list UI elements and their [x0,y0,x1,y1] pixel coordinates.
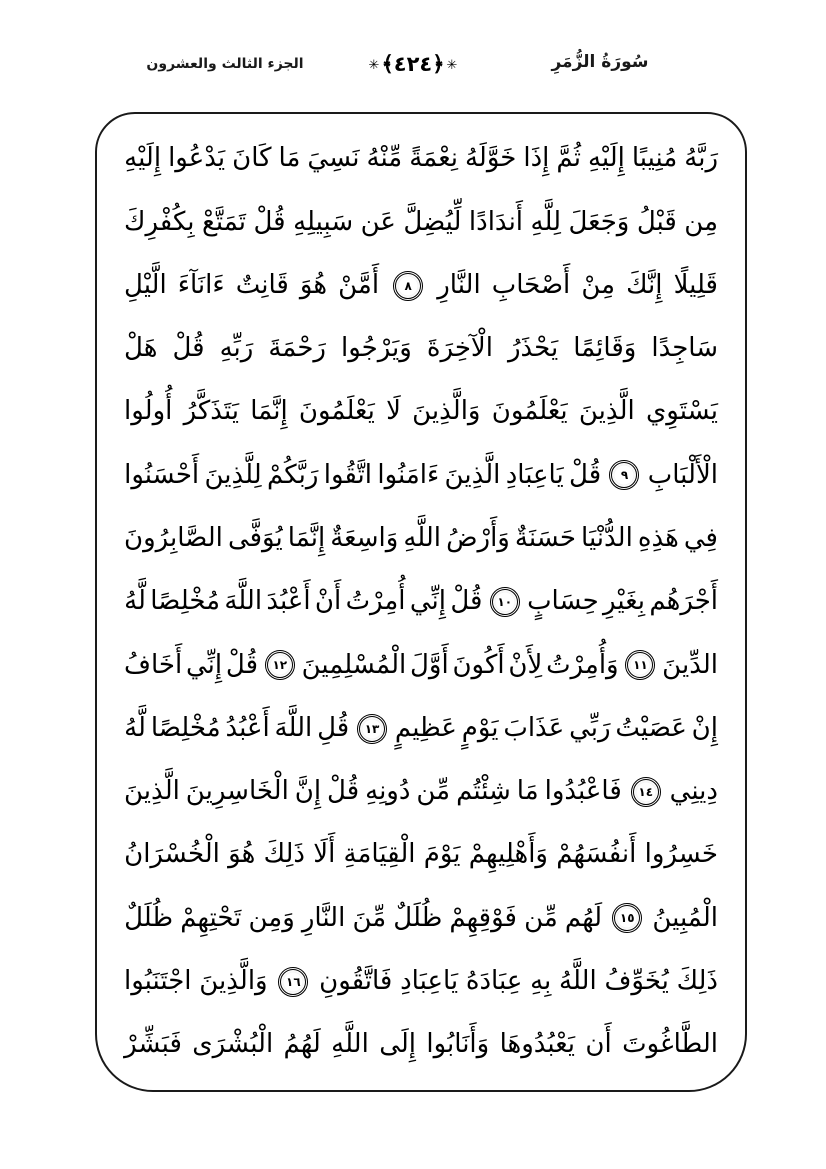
quran-word: يَوْمَ [423,839,461,870]
quran-word: الَّذِينَ [124,776,180,807]
quran-word: حَسَنَةٌ [514,523,576,554]
quran-word: أَخَافُ [124,649,183,680]
quran-word: الْبُشْرَى [192,1029,274,1060]
quran-word: بِغَيْرِ [603,586,646,617]
quran-word: نِعْمَةً [409,143,458,174]
quran-word: الْآخِرَةَ [426,333,493,364]
quran-word: عَصَيْتُ [615,712,687,743]
quran-word: فَاتَّقُونِ [319,966,393,996]
ayah-end-marker: ٩ [609,460,639,490]
quran-word: وَاسِعَةٌ [330,523,399,554]
quran-word: الدُّنْيَا [581,523,633,554]
quran-word: عِبَادَهُ [465,966,523,996]
quran-word: اجْتَنَبُوا [124,966,192,996]
quran-word: لِلَّهِ [530,206,561,237]
quran-line [124,1014,718,1076]
ayah-end-marker: ١٢ [265,650,295,680]
quran-word: إِنَّكَ [626,269,663,300]
quran-word: أَجْرَهُم [649,586,718,617]
quran-word: قُلْ [450,586,483,617]
quran-word: مَا [516,776,539,807]
quran-word: أَوَّلَ [410,649,449,680]
juz-name-calligraphy: الجزء الثالث والعشرون [146,56,304,72]
quran-word: لَهُمُ [283,1029,321,1060]
quran-word: اللَّهِ [403,523,442,554]
quran-line [124,698,718,760]
quran-word: يَعْلَمُونَ [491,396,568,427]
quran-word: بِكُفْرِكَ [124,206,195,237]
quran-word: الَّيْلِ [124,269,167,300]
quran-line [124,191,718,253]
quran-text-block [124,128,718,1076]
quran-word: تَمَتَّعْ [202,206,246,237]
quran-word: الَّذِينَ [444,459,501,490]
quran-word: مِن [684,206,718,237]
quran-word: الْمُسْلِمِينَ [301,649,407,680]
quran-word: ثُمَّ [556,143,581,174]
quran-word: وَأَرْضُ [446,523,510,554]
quran-word: فَبَشِّرْ [124,1029,182,1060]
quran-word: يُخَوِّفُ [604,966,669,996]
quran-word: أَن [585,1029,612,1060]
quran-word: وَقَائِمًا [573,333,637,364]
quran-word: إِلَى [379,1029,417,1060]
quran-word: يَحْذَرُ [507,333,559,364]
quran-word: قُلِ [317,712,350,743]
quran-line [124,381,718,443]
quran-line [124,444,718,506]
quran-word: عَن [360,206,396,237]
quran-word: يَوْمٍ [461,712,499,743]
quran-word: رَبَّكُمْ [266,459,319,490]
quran-word: ذَلِكَ [676,966,718,996]
quran-word: اتَّقُوا [323,459,373,490]
quran-word: أُمِرْتُ [345,586,406,617]
quran-word: اللَّهُ [559,966,597,996]
quran-word: الَّذِينَ [578,396,635,427]
quran-word: قُلْ [569,459,602,490]
quran-line [124,128,718,190]
ornament-star-icon: ✳ [368,57,380,73]
quran-word: الْأَلْبَابِ [647,459,718,490]
quran-word: أَصْحَابِ [491,269,571,300]
quran-word: دِينِي [669,776,718,807]
surah-name-calligraphy: سُورَةُ الزُّمَرِ [551,52,649,72]
quran-word: دُونِهِ [365,776,411,807]
ayah-end-marker: ٨ [393,271,423,301]
quran-word: اللَّهَ [224,586,263,617]
ayah-end-marker: ١٠ [490,587,520,617]
quran-word: قُلْ [172,333,205,364]
quran-word: مُنِيبًا [631,143,678,174]
quran-word: إِنَّمَا [287,523,326,554]
quran-word: اللَّهِ [331,1029,369,1060]
quran-word: أَحْسَنُوا [124,459,200,490]
quran-text-frame [95,112,747,1092]
quran-word: إِذَا [523,143,550,174]
quran-word: وَالَّذِينَ [199,966,268,996]
quran-word: إِنَّ [294,776,322,807]
quran-word: يَاعِبَادِ [400,966,459,996]
quran-word: سَاجِدًا [651,333,718,364]
quran-word: قُلْ [225,649,258,680]
quran-word: مُخْلِصًا [150,586,221,617]
quran-line [124,824,718,886]
quran-word: الْقِيَامَةِ [343,839,416,870]
quran-word: أُولُوا [124,396,173,427]
quran-word: خَسِرُوا [644,839,718,870]
ayah-end-marker: ١٦ [278,967,308,997]
quran-line [124,761,718,823]
quran-word: أَنْ [314,586,342,617]
ayah-end-marker: ١٣ [357,714,387,744]
quran-word: وَجَعَلَ [568,206,630,237]
quran-word: بِهِ [530,966,552,996]
quran-word: لِّيُضِلَّ [403,206,462,237]
quran-word: يَاعِبَادِ [505,459,564,490]
quran-word: لِلَّذِينَ [204,459,262,490]
page-header [0,0,826,110]
quran-word: ذَلِكَ [263,839,305,870]
quran-word: لَهُم [564,902,603,933]
quran-line [124,255,718,317]
quran-word: أَنفُسَهُمْ [556,839,637,870]
quran-line [124,951,718,1013]
quran-word: إِنِّي [409,586,446,617]
quran-word: فَوْقِهِمْ [449,902,517,933]
quran-word: النَّارِ [437,269,481,300]
quran-word: فَاعْبُدُوا [544,776,622,807]
quran-word: لَّهُ [124,712,146,743]
quran-word: رَبِّي [569,712,611,743]
quran-word: يَسْتَوِي [645,396,718,427]
quran-line [124,887,718,949]
quran-word: وَالَّذِينَ [412,396,481,427]
quran-word: أَكُونَ [452,649,505,680]
quran-word: لَّهُ [124,586,146,617]
quran-word: إِلَيْهِ [587,143,625,174]
quran-word: يَعْبُدُوهَا [499,1029,576,1060]
ayah-end-marker: ١٤ [631,777,661,807]
quran-word: الطَّاغُوتَ [622,1029,718,1060]
quran-word: مِّنْهُ [366,143,403,174]
quran-word: حِسَابٍ [527,586,599,617]
quran-word: كَانَ [232,143,272,174]
quran-word: اللَّهَ [274,712,313,743]
quran-word: رَبِّهِ [219,333,254,364]
quran-word: أَمَّنْ [338,269,380,300]
quran-word: هَلْ [124,333,158,364]
quran-word: أَعْبُدُ [225,712,270,743]
quran-word: هُوَ [228,839,256,870]
quran-word: إِنِّي [185,649,223,680]
quran-word: وَأَهْلِيهِمْ [468,839,548,870]
page-number: ﴿٤٢٤﴾ [381,52,445,76]
quran-line [124,634,718,696]
quran-word: يَعْلَمُونَ [298,396,375,427]
quran-word: وَأُمِرْتُ [546,649,619,680]
quran-word: نَسِيَ [307,143,360,174]
quran-word: عَظِيمٍ [394,712,457,743]
ayah-end-marker: ١١ [625,650,655,680]
quran-word: لَا [386,396,401,427]
quran-word: قَانِتٌ [235,269,289,300]
quran-word: عَذَابَ [503,712,565,743]
quran-word: النَّارِ [301,902,346,933]
quran-word: تَحْتِهِمْ [180,902,242,933]
quran-line [124,318,718,380]
quran-word: الْمُبِينُ [652,902,718,933]
quran-word: يَتَذَكَّرُ [183,396,240,427]
quran-word: هَذِهِ [637,523,679,554]
quran-word: وَأَنَابُوا [426,1029,490,1060]
quran-word: ءَانَآءَ [177,269,225,300]
quran-word: ءَامَنُوا [377,459,440,490]
quran-word: أَلَا [313,839,336,870]
ornament-star-icon: ✳ [446,57,458,73]
quran-word: يَدْعُوا [168,143,226,174]
quran-word: الْخُسْرَانُ [124,839,220,870]
page-number-ornament [369,52,458,76]
quran-word: لِأَنْ [508,649,543,680]
quran-word: أَندَادًا [468,206,524,237]
quran-word: رَحْمَةَ [268,333,326,364]
quran-word: فِي [683,523,718,554]
quran-line [124,571,718,633]
quran-word: شِئْتُم [456,776,511,807]
quran-word: وَمِن [248,902,295,933]
quran-word: قَلِيلًا [673,269,718,300]
quran-word: أَعْبُدَ [266,586,311,617]
quran-word: مِّن [524,902,558,933]
quran-word: مِنْ [581,269,616,300]
quran-word: الصَّابِرُونَ [124,523,223,554]
quran-word: مَا [278,143,301,174]
quran-word: مِّنَ [352,902,387,933]
ayah-end-marker: ١٥ [612,903,642,933]
quran-word: وَيَرْجُوا [340,333,412,364]
quran-word: ظُلَلٌ [124,902,174,933]
quran-line [124,508,718,570]
quran-word: الدِّينَ [662,649,718,680]
quran-word: إِنْ [691,712,718,743]
quran-word: الْخَاسِرِينَ [185,776,289,807]
quran-word: هُوَ [299,269,328,300]
quran-word: خَوَّلَهُ [464,143,517,174]
quran-word: يُوَفَّى [227,523,283,554]
quran-word: إِلَيْهِ [124,143,162,174]
quran-word: إِنَّمَا [250,396,288,427]
quran-word: مُخْلِصًا [150,712,221,743]
quran-word: ظُلَلٌ [393,902,443,933]
quran-word: رَبَّهُ [684,143,718,174]
quran-word: مِّن [416,776,451,807]
quran-word: سَبِيلِهِ [293,206,354,237]
quran-word: قَبْلُ [636,206,677,237]
quran-word: قُلْ [253,206,286,237]
quran-word: قُلْ [327,776,360,807]
